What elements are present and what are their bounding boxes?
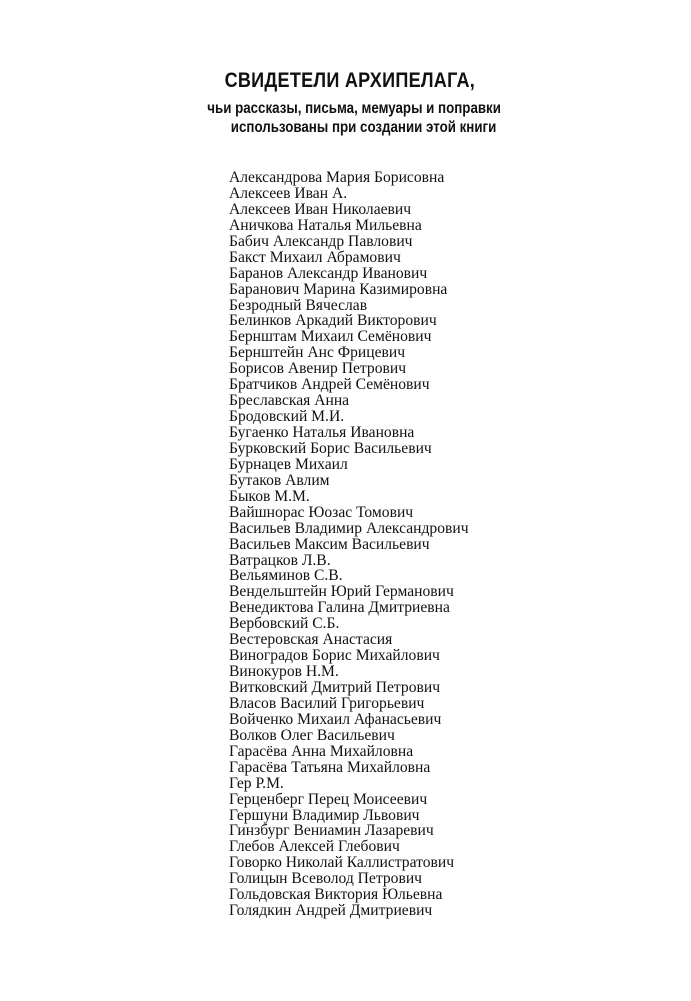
witness-name: Баранов Александр Иванович (229, 264, 428, 282)
section-heading (0, 68, 691, 137)
witness-name: Гольдовская Виктория Юльевна (229, 886, 443, 904)
witness-name: Бурковский Борис Васильевич (229, 439, 432, 457)
witness-name: Голицын Всеволод Петрович (229, 870, 423, 888)
witness-name: Васильев Максим Васильевич (229, 535, 430, 553)
witness-name: Вайшнорас Юозас Томович (229, 503, 414, 521)
witness-name: Бабич Александр Павлович (229, 232, 413, 250)
witness-name: Алексеев Иван Николаевич (229, 200, 412, 218)
witness-name: Ватрацков Л.В. (229, 551, 331, 569)
witness-name: Вестеровская Анастасия (229, 631, 393, 649)
witness-name: Венедиктова Галина Дмитриевна (229, 599, 450, 617)
witness-name: Голядкин Андрей Дмитриевич (229, 902, 433, 920)
witness-name: Гершуни Владимир Львович (229, 806, 420, 824)
page-title: СВИДЕТЕЛИ АРХИПЕЛАГА, (224, 69, 476, 92)
witness-name: Бернштейн Анс Фрицевич (229, 344, 406, 362)
witness-name: Аничкова Наталья Мильевна (229, 216, 422, 234)
witness-name: Вербовский С.Б. (229, 615, 340, 633)
witness-name: Бутаков Авлим (229, 471, 330, 489)
witness-name: Братчиков Андрей Семёнович (229, 376, 430, 394)
witness-name: Безродный Вячеслав (229, 296, 368, 314)
witness-name: Белинков Аркадий Викторович (229, 312, 437, 330)
witness-name: Волков Олег Васильевич (229, 726, 395, 744)
witness-name: Бурнацев Михаил (229, 455, 348, 473)
witness-name: Говорко Николай Каллистратович (229, 854, 455, 872)
witness-name: Бернштам Михаил Семёнович (229, 328, 432, 346)
witness-name: Быков М.М. (229, 487, 310, 505)
witness-name: Виноградов Борис Михайлович (229, 647, 440, 665)
witness-name: Витковский Дмитрий Петрович (229, 679, 441, 696)
witness-name: Вельяминов С.В. (229, 567, 343, 585)
witness-name: Глебов Алексей Глебович (229, 838, 400, 856)
witness-name: Власов Василий Григорьевич (229, 694, 425, 712)
witness-name: Вендельштейн Юрий Германович (229, 583, 454, 601)
witness-name: Гинзбург Вениамин Лазаревич (229, 822, 434, 840)
witness-name: Баранович Марина Казимировна (229, 280, 448, 298)
witness-name: Бреславская Анна (229, 392, 350, 410)
witness-name: Винокуров Н.М. (229, 663, 339, 681)
witness-name: Гарасёва Татьяна Михайловна (229, 758, 431, 776)
witness-name: Бакст Михаил Абрамович (229, 248, 401, 266)
witness-list (229, 170, 469, 919)
witness-name: Александрова Мария Борисовна (229, 169, 445, 186)
witness-name: Васильев Владимир Александрович (229, 519, 469, 537)
subtitle-line-2: использованы при создании этой книги (230, 119, 497, 136)
witness-name: Алексеев Иван А. (229, 184, 348, 202)
witness-name: Гер Р.М. (229, 774, 284, 792)
subtitle-line-1: чьи рассказы, письма, мемуары и поправки (207, 100, 501, 117)
witness-name: Войченко Михаил Афанасьевич (229, 710, 442, 728)
witness-name: Бугаенко Наталья Ивановна (229, 424, 415, 441)
witness-name: Гарасёва Анна Михайловна (229, 742, 414, 760)
witness-name: Герценберг Перец Моисеевич (229, 790, 428, 808)
witness-name: Бродовский М.И. (229, 408, 345, 426)
witness-name: Борисов Авенир Петрович (229, 360, 407, 378)
